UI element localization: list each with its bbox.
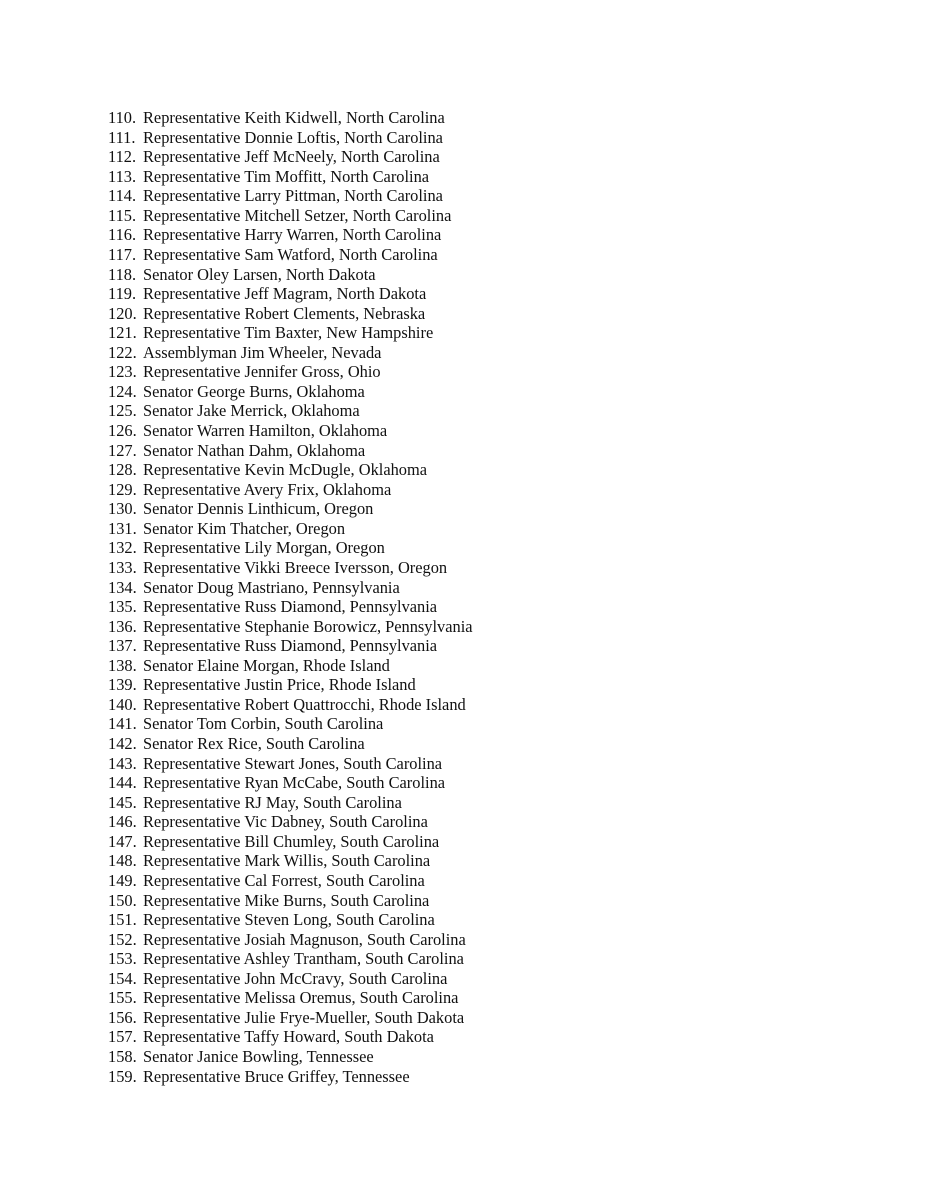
item-text: Representative Sam Watford, North Carolina: [143, 244, 438, 264]
item-number: 146 .: [108, 812, 140, 832]
list-item: [108, 754, 473, 774]
list-item: [108, 460, 473, 480]
list-item: [108, 734, 473, 754]
item-number: 150 .: [108, 891, 140, 911]
item-text: Representative Lily Morgan, Oregon: [143, 538, 385, 558]
item-text: Assemblyman Jim Wheeler, Nevada: [143, 342, 382, 362]
list-item: [108, 793, 473, 813]
list-item: [108, 558, 473, 578]
item-number: 135 .: [108, 597, 140, 617]
list-item: [108, 891, 473, 911]
item-text: Senator Warren Hamilton, Oklahoma: [143, 421, 388, 440]
item-number: 137 .: [108, 636, 140, 656]
item-number: 153 .: [108, 949, 140, 969]
item-number: 155 .: [108, 988, 140, 1008]
list-item: [108, 812, 473, 832]
item-text: Representative Jeff Magram, North Dakota: [143, 284, 427, 304]
item-text: Representative Mitchell Setzer, North Carolina: [143, 205, 452, 225]
item-number: 152 .: [108, 930, 140, 950]
list-item: [108, 969, 473, 989]
item-number: 140 .: [108, 695, 140, 715]
list-item: [108, 343, 473, 363]
item-number: 131 .: [108, 519, 140, 539]
item-text: Representative Jennifer Gross, Ohio: [143, 362, 381, 382]
item-text: Representative Bill Chumley, South Carolina: [143, 831, 440, 851]
item-number: 159 .: [108, 1067, 140, 1087]
item-number: 142 .: [108, 734, 140, 754]
list-item: [108, 851, 473, 871]
item-number: 145 .: [108, 793, 140, 813]
item-number: 139 .: [108, 675, 140, 695]
item-text: Representative Justin Price, Rhode Island: [143, 675, 416, 695]
list-item: [108, 538, 473, 558]
item-number: 125 .: [108, 401, 140, 421]
item-number: 110 .: [108, 108, 140, 128]
item-text: Senator Elaine Morgan, Rhode Island: [143, 655, 390, 675]
list-item: [108, 1027, 473, 1047]
item-text: Representative Steven Long, South Carolina: [143, 910, 435, 930]
list-item: [108, 401, 473, 421]
item-number: 113 .: [108, 167, 140, 187]
item-number: 129 .: [108, 480, 140, 500]
list-item: [108, 1047, 473, 1067]
item-text: Representative John McCravy, South Carolina: [143, 968, 448, 988]
list-item: [108, 245, 473, 265]
list-item: [108, 597, 473, 617]
item-number: 115 .: [108, 206, 140, 226]
item-text: Representative Bruce Griffey, Tennessee: [143, 1066, 410, 1086]
list-item: [108, 636, 473, 656]
item-text: Representative Mark Willis, South Carolina: [143, 851, 431, 871]
list-item: [108, 206, 473, 226]
list-item: [108, 284, 473, 304]
list-item: [108, 617, 473, 637]
list-item: [108, 656, 473, 676]
item-number: 123 .: [108, 362, 140, 382]
list-item: [108, 949, 473, 969]
item-text: Representative Ryan McCabe, South Carolina: [143, 773, 446, 793]
item-text: Senator Doug Mastriano, Pennsylvania: [143, 577, 400, 597]
item-text: Representative Russ Diamond, Pennsylvania: [143, 636, 438, 656]
item-text: Representative Keith Kidwell, North Carolina: [143, 108, 445, 127]
list-item: [108, 1008, 473, 1028]
item-number: 136 .: [108, 617, 140, 637]
item-text: Representative Tim Baxter, New Hampshire: [143, 323, 434, 343]
item-number: 124 .: [108, 382, 140, 402]
list-item: [108, 930, 473, 950]
list-item: [108, 910, 473, 930]
item-text: Senator Kim Thatcher, Oregon: [143, 518, 346, 538]
list-item: [108, 578, 473, 598]
item-number: 120 .: [108, 304, 140, 324]
list-item: [108, 147, 473, 167]
list-item: [108, 186, 473, 206]
item-text: Representative RJ May, South Carolina: [143, 792, 402, 812]
list-item: [108, 832, 473, 852]
list-item: [108, 323, 473, 343]
item-number: 149 .: [108, 871, 140, 891]
item-number: 154 .: [108, 969, 140, 989]
item-text: Senator Oley Larsen, North Dakota: [143, 264, 376, 284]
item-text: Senator Tom Corbin, South Carolina: [143, 714, 384, 734]
item-number: 118 .: [108, 265, 140, 285]
item-text: Representative Robert Quattrocchi, Rhode Island: [143, 694, 466, 714]
item-number: 116 .: [108, 225, 140, 245]
list-item: [108, 480, 473, 500]
item-number: 138 .: [108, 656, 140, 676]
item-text: Representative Melissa Oremus, South Carolina: [143, 988, 459, 1008]
item-number: 141 .: [108, 714, 140, 734]
item-text: Representative Ashley Trantham, South Carolina: [143, 949, 464, 969]
list-item: [108, 499, 473, 519]
list-item: [108, 773, 473, 793]
signer-list: [108, 108, 473, 1086]
item-text: Representative Stewart Jones, South Carolina: [143, 753, 443, 773]
item-text: Representative Stephanie Borowicz, Pennsylvania: [143, 616, 473, 636]
item-text: Representative Julie Frye-Mueller, South Dakota: [143, 1007, 465, 1027]
item-number: 117 .: [108, 245, 140, 265]
list-item: [108, 421, 473, 441]
item-number: 158 .: [108, 1047, 140, 1067]
item-text: Senator George Burns, Oklahoma: [143, 381, 365, 401]
item-text: Senator Rex Rice, South Carolina: [143, 734, 365, 753]
item-text: Senator Janice Bowling, Tennessee: [143, 1047, 374, 1066]
list-item: [108, 871, 473, 891]
item-text: Representative Jeff McNeely, North Carolina: [143, 147, 440, 167]
item-text: Senator Dennis Linthicum, Oregon: [143, 499, 374, 519]
list-item: [108, 1067, 473, 1087]
item-number: 148 .: [108, 851, 140, 871]
list-item: [108, 362, 473, 382]
item-text: Senator Nathan Dahm, Oklahoma: [143, 440, 366, 460]
list-item: [108, 675, 473, 695]
item-text: Representative Larry Pittman, North Carolina: [143, 186, 443, 206]
item-number: 157 .: [108, 1027, 140, 1047]
item-number: 130 .: [108, 499, 140, 519]
item-text: Representative Harry Warren, North Carolina: [143, 225, 442, 245]
item-text: Senator Jake Merrick, Oklahoma: [143, 401, 360, 421]
item-number: 156 .: [108, 1008, 140, 1028]
item-number: 127 .: [108, 441, 140, 461]
list-item: [108, 225, 473, 245]
item-text: Representative Kevin McDugle, Oklahoma: [143, 460, 428, 480]
item-text: Representative Vikki Breece Iversson, Oregon: [143, 557, 448, 577]
list-item: [108, 714, 473, 734]
item-number: 151 .: [108, 910, 140, 930]
item-number: 133 .: [108, 558, 140, 578]
item-number: 147 .: [108, 832, 140, 852]
item-text: Representative Russ Diamond, Pennsylvania: [143, 597, 438, 617]
item-number: 132 .: [108, 538, 140, 558]
list-item: [108, 265, 473, 285]
item-number: 112 .: [108, 147, 140, 167]
list-item: [108, 304, 473, 324]
item-text: Representative Robert Clements, Nebraska: [143, 303, 426, 323]
item-number: 111 .: [108, 128, 140, 148]
item-number: 143 .: [108, 754, 140, 774]
item-text: Representative Avery Frix, Oklahoma: [143, 479, 392, 499]
list-item: [108, 519, 473, 539]
item-text: Representative Cal Forrest, South Carolina: [143, 870, 425, 890]
item-text: Representative Vic Dabney, South Carolina: [143, 812, 428, 832]
item-number: 126 .: [108, 421, 140, 441]
list-item: [108, 695, 473, 715]
list-item: [108, 108, 473, 128]
item-number: 144 .: [108, 773, 140, 793]
item-number: 122 .: [108, 343, 140, 363]
list-item: [108, 128, 473, 148]
item-text: Representative Josiah Magnuson, South Carolina: [143, 929, 466, 949]
item-number: 134 .: [108, 578, 140, 598]
item-number: 128 .: [108, 460, 140, 480]
list-item: [108, 988, 473, 1008]
item-text: Representative Tim Moffitt, North Carolina: [143, 166, 430, 186]
item-number: 121 .: [108, 323, 140, 343]
item-number: 114 .: [108, 186, 140, 206]
item-text: Representative Donnie Loftis, North Carolina: [143, 127, 443, 147]
list-item: [108, 382, 473, 402]
item-number: 119 .: [108, 284, 140, 304]
item-text: Representative Taffy Howard, South Dakota: [143, 1027, 434, 1047]
list-item: [108, 167, 473, 187]
list-item: [108, 441, 473, 461]
item-text: Representative Mike Burns, South Carolina: [143, 890, 430, 910]
